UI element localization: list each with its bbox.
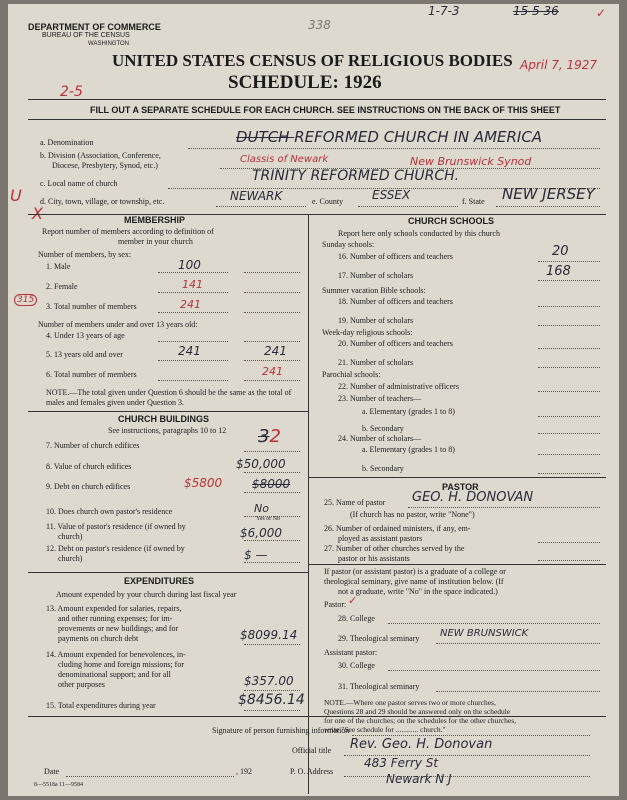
bureau-title: BUREAU OF THE CENSUS <box>42 32 130 39</box>
division-value: Classis of Newark <box>240 154 329 165</box>
scholars-elementary-label: a. Elementary (grades 1 to 8) <box>362 445 455 454</box>
male-line <box>158 272 228 273</box>
instruction-line: FILL OUT A SEPARATE SCHEDULE FOR EACH CHURCH. SEE INSTRUCTIONS ON THE BACK OF THIS SHEET <box>90 105 561 115</box>
total-age-line <box>158 380 228 381</box>
address-line <box>344 776 590 777</box>
page-title: UNITED STATES CENSUS OF RELIGIOUS BODIES <box>112 51 513 70</box>
denomination-line <box>188 148 600 149</box>
male-line-2 <box>244 272 300 273</box>
debt-edifices-line <box>244 492 300 493</box>
weekday-scholars-label: 21. Number of scholars <box>338 358 414 367</box>
schools-instruction: Report here only schools conducted by this church <box>338 229 500 238</box>
sunday-officers-value: 20 <box>552 244 569 259</box>
over-13-value: 241 <box>178 344 201 358</box>
sunday-scholars-label: 17. Number of scholars <box>338 271 414 280</box>
under-13-label: 4. Under 13 years of age <box>46 331 125 340</box>
signature-value: Rev. Geo. H. Donovan <box>350 737 493 752</box>
pastor-check: ✓ <box>348 594 358 607</box>
value-edifices: $50,000 <box>236 457 286 471</box>
membership-instruction-1: Report number of members according to definition of <box>42 227 214 236</box>
bureau-location: WASHINGTON <box>88 41 130 47</box>
column-divider <box>308 214 309 794</box>
male-label: 1. Male <box>46 262 71 271</box>
church-name-label: c. Local name of church <box>40 179 118 188</box>
margin-note-2-5: 2-5 <box>60 84 83 100</box>
by-age-label: Number of members under and over 13 years old: <box>38 320 198 329</box>
debt-edifices: $5800 <box>184 476 223 490</box>
divider <box>28 411 308 412</box>
address-value-1: 483 Ferry St <box>364 756 439 770</box>
total-age-label: 6. Total number of members <box>46 370 137 379</box>
other-churches-label: 27. Number of other churches served by the pastor or his assistants <box>324 544 465 563</box>
buildings-title: CHURCH BUILDINGS <box>118 414 209 424</box>
city-label: d. City, town, village, or township, etc. <box>40 197 165 206</box>
total-age-value: 241 <box>262 365 283 378</box>
county-value: ESSEX <box>372 188 411 202</box>
membership-title: MEMBERSHIP <box>124 215 186 225</box>
division-label: b. Division (Association, Conference, Diocese, Presbytery, Synod, etc.) <box>40 151 161 170</box>
over-13-value-2: 241 <box>264 344 287 358</box>
sunday-officers-label: 16. Number of officers and teachers <box>338 252 453 261</box>
total-members-label: 3. Total number of members <box>46 302 137 311</box>
total-members-value: 241 <box>180 298 201 311</box>
pastor-sub-label: Pastor: <box>324 600 347 609</box>
form-number: 338 <box>308 18 331 32</box>
divider <box>308 564 606 565</box>
margin-mark-x: X <box>32 204 43 223</box>
date-line <box>66 776 234 777</box>
check-mark: ✓ <box>596 6 607 20</box>
weekday-officers-line <box>538 348 600 349</box>
weekday-schools-label: Week-day religious schools: <box>322 328 413 337</box>
divider <box>28 99 606 100</box>
weekday-officers-label: 20. Number of officers and teachers <box>338 339 453 348</box>
membership-note: NOTE.—The total given under Question 6 should be the same as the total of males and females given under Question 3. <box>46 388 292 407</box>
sunday-scholars-value: 168 <box>546 264 571 279</box>
vacation-officers-label: 18. Number of officers and teachers <box>338 297 453 306</box>
salaries-value: $8099.14 <box>240 628 298 642</box>
vacation-scholars-label: 19. Number of scholars <box>338 316 414 325</box>
church-name-value: TRINITY REFORMED CHURCH. <box>252 168 460 184</box>
year-label: , 192 <box>236 767 252 776</box>
ordained-ministers-label: 26. Number of ordained ministers, if any, em- ployed as assistant pastors <box>324 524 471 543</box>
assistant-seminary-label: 31. Theological seminary <box>338 682 420 691</box>
assistant-college-label: 30. College <box>338 661 375 670</box>
benevolences-line <box>244 690 300 691</box>
signature-label: Signature of person furnishing information <box>212 726 350 735</box>
parochial-schools-label: Parochial schools: <box>322 370 381 379</box>
over-13-line <box>158 360 228 361</box>
divider <box>28 119 606 120</box>
total-line <box>158 312 228 313</box>
residence-debt-line <box>244 562 300 563</box>
yes-no-hint: Yes or No <box>256 516 281 522</box>
assistant-seminary-line <box>436 691 600 692</box>
administrative-officers-label: 22. Number of administrative officers <box>338 382 459 391</box>
pastor-name-hint: (If church has no pastor, write "None") <box>350 510 475 519</box>
teachers-label: 23. Number of teachers— <box>338 394 422 403</box>
college-label: 28. College <box>338 614 375 623</box>
male-value: 100 <box>178 258 201 272</box>
benevolences-label: 14. Amount expended for benevolences, in- cluding home and foreign missions; for denominational support; and for all other purposes <box>46 650 186 689</box>
residence-value-label: 11. Value of pastor's residence (if owned by church) <box>46 522 186 541</box>
assistant-pastor-label: Assistant pastor: <box>324 648 378 657</box>
over-13-line-2 <box>244 360 300 361</box>
pastor-residence-label: 10. Does church own pastor's residence <box>46 507 173 516</box>
residence-value-line <box>244 540 300 541</box>
state-value: NEW JERSEY <box>502 185 595 203</box>
synod-value: New Brunswick Synod <box>410 155 532 168</box>
sunday-officers-line <box>538 261 600 262</box>
benevolences-value: $357.00 <box>244 674 294 688</box>
sunday-schools-label: Sunday schools: <box>322 240 375 249</box>
total-expenditures-value: $8456.14 <box>238 692 305 708</box>
edifices-line <box>244 451 300 452</box>
total-line-2 <box>244 312 300 313</box>
value-edifices-label: 8. Value of church edifices <box>46 462 132 471</box>
residence-debt-label: 12. Debt on pastor's residence (if owned by church) <box>46 544 185 563</box>
value-edifices-line <box>244 472 300 473</box>
teachers-secondary-line <box>538 433 600 434</box>
scholars-elementary-line <box>538 454 600 455</box>
vacation-scholars-line <box>538 325 600 326</box>
schools-title: CHURCH SCHOOLS <box>408 216 495 226</box>
divider <box>308 477 606 478</box>
divider <box>28 572 308 573</box>
stamp-number: 15 5 36 <box>513 4 559 18</box>
salaries-line <box>244 644 300 645</box>
buildings-instruction: See instructions, paragraphs 10 to 12 <box>108 426 227 435</box>
divider <box>28 214 606 215</box>
total-expenditures-line <box>244 710 300 711</box>
female-line <box>158 292 228 293</box>
debt-edifices-struck: $8000 <box>252 477 291 491</box>
female-label: 2. Female <box>46 282 78 291</box>
seminary-value: NEW BRUNSWICK <box>440 628 529 639</box>
state-label: f. State <box>462 197 485 206</box>
scholars-secondary-line <box>538 473 600 474</box>
debt-edifices-label: 9. Debt on church edifices <box>46 482 131 491</box>
residence-value: $6,000 <box>240 526 282 540</box>
county-label: e. County <box>312 197 344 206</box>
expenditures-title: EXPENDITURES <box>124 576 195 586</box>
sunday-scholars-line <box>538 280 600 281</box>
city-line <box>216 206 306 207</box>
vacation-officers-line <box>538 306 600 307</box>
college-line <box>388 623 600 624</box>
schedule-title: SCHEDULE: 1926 <box>228 72 382 93</box>
total-expenditures-label: 15. Total expenditures during year <box>46 701 156 710</box>
weekday-scholars-line <box>538 367 600 368</box>
file-code: 1-7-3 <box>428 4 460 18</box>
edifices-label: 7. Number of church edifices <box>46 441 140 450</box>
assistant-college-line <box>388 670 600 671</box>
membership-instruction-2: member in your church <box>118 237 193 246</box>
expenditures-instruction: Amount expended by your church during last fiscal year <box>56 590 237 599</box>
form-code: 8—5518a 11—9584 <box>34 782 83 788</box>
pastor-residence-value: No <box>254 502 269 515</box>
signature-line <box>352 735 590 736</box>
female-value: 141 <box>182 278 203 291</box>
census-schedule-form <box>8 4 619 796</box>
total-age-line-2 <box>244 380 300 381</box>
other-churches-line <box>538 560 600 561</box>
city-value: NEWARK <box>230 189 283 203</box>
seminary-label: 29. Theological seminary <box>338 634 420 643</box>
county-line <box>358 206 458 207</box>
pastor-name-label: 25. Name of pastor <box>324 498 386 507</box>
teachers-secondary-label: b. Secondary <box>362 424 404 433</box>
pastor-name-line <box>408 507 600 508</box>
residence-debt: $ — <box>244 548 268 562</box>
under-13-line-2 <box>244 341 300 342</box>
ordained-ministers-line <box>538 542 600 543</box>
number-by-sex-label: Number of members, by sex: <box>38 250 132 259</box>
pastor-name-value: GEO. H. DONOVAN <box>412 490 534 505</box>
vacation-schools-label: Summer vacation Bible schools: <box>322 286 426 295</box>
teachers-elementary-line <box>538 416 600 417</box>
graduate-note: If pastor (or assistant pastor) is a graduate of a college or theological seminary, give name of institution below. (If not a graduate, write "No" in the space indicated.) <box>324 567 506 596</box>
teachers-elementary-label: a. Elementary (grades 1 to 8) <box>362 407 455 416</box>
salaries-label: 13. Amount expended for salaries, repairs, and other running expenses; for im- provements or new buildings; and for payments on church debt <box>46 604 182 643</box>
date-label: Date <box>44 767 60 776</box>
state-line <box>496 206 600 207</box>
divider <box>28 716 606 717</box>
margin-note-315: 315 <box>14 294 37 306</box>
pastor-title: PASTOR <box>442 482 479 492</box>
scholars-secondary-label: b. Secondary <box>362 464 404 473</box>
over-13-label: 5. 13 years old and over <box>46 350 123 359</box>
administrative-officers-line <box>538 391 600 392</box>
department-title: DEPARTMENT OF COMMERCE <box>28 22 161 32</box>
address-value-2: Newark N J <box>386 772 452 786</box>
denomination-value: DUTCH REFORMED CHURCH IN AMERICA <box>236 128 543 146</box>
under-13-line <box>158 341 228 342</box>
denomination-label: a. Denomination <box>40 138 94 147</box>
edifices-value: 32 <box>258 426 281 447</box>
address-label: P. O. Address <box>290 767 334 776</box>
received-date: April 7, 1927 <box>520 58 598 72</box>
pastor-note: NOTE.—Where one pastor serves two or more churches, Questions 28 and 29 should be answered only on the schedule for one of the churches; on the schedules for the other churches, write "See schedule for ............ church." <box>324 698 517 734</box>
official-title-label: Official title <box>292 746 332 755</box>
female-line-2 <box>244 292 300 293</box>
seminary-line <box>436 643 600 644</box>
margin-mark-u: U <box>10 186 22 205</box>
scholars-label: 24. Number of scholars— <box>338 434 422 443</box>
